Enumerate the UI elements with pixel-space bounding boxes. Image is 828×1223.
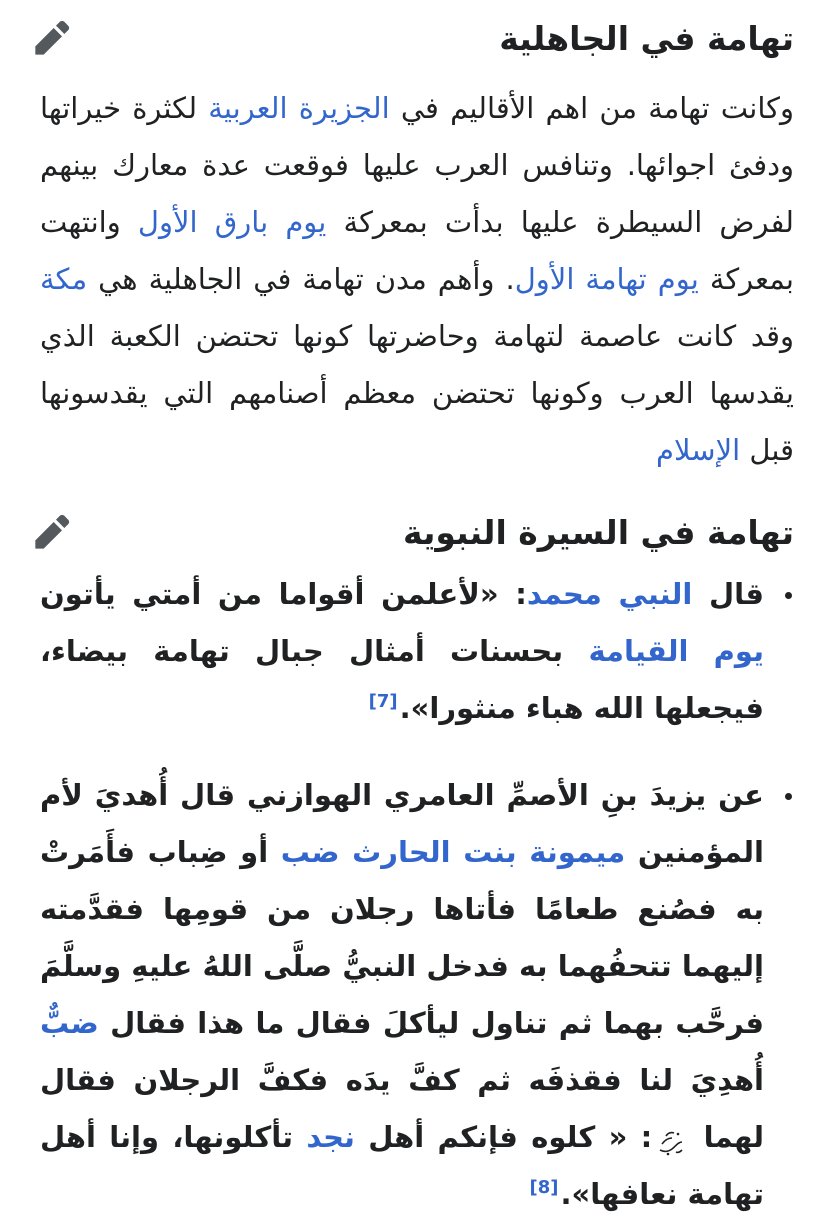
text-run: : «لأعلمن أقواما من أمتي يأتون — [40, 577, 527, 611]
text-run: أو ضِباب فأَمَرتْ به فصُنع طعامًا فأتاها رجلان من قومِها فقدَّمته إليهما تتحفُهما به فدخل النبيُّ صلَّى اللهُ عليهِ وسلَّمَ فرحَّب بهما ثم تناول ليأكلَ فقال ما هذا فقال — [40, 835, 764, 1040]
link-prophet-muhammad[interactable]: النبي محمد — [526, 577, 693, 611]
link-arabian-peninsula[interactable]: الجزيرة العربية — [208, 91, 390, 125]
section-heading: تهامة في السيرة النبوية — [403, 512, 794, 552]
text-run: تأكلونها، وإنا أهل تهامة نعافها». — [40, 1120, 764, 1211]
list-item — [40, 566, 794, 737]
link-mecca[interactable]: مكة — [40, 262, 88, 296]
text-run: بحسنات أمثال جبال تهامة بيضاء، فيجعلها الله هباء منثورا». — [40, 634, 764, 725]
section-sira — [0, 502, 828, 1223]
salawat-icon — [654, 1122, 688, 1156]
text-run — [340, 835, 353, 869]
section-heading: تهامة في الجاهلية — [499, 18, 794, 58]
link-dabb[interactable]: ضب — [280, 835, 340, 869]
quotes-list — [0, 566, 828, 1223]
text-run: وانتهت بمعركة — [40, 205, 795, 296]
text-run: : « كلوه فإنكم أهل — [354, 1120, 653, 1154]
edit-pencil-icon[interactable] — [30, 16, 74, 60]
section-heading-row — [0, 8, 828, 68]
text-run: قال — [692, 577, 765, 611]
list-item — [40, 767, 794, 1223]
paragraph-jahiliyya — [0, 80, 828, 479]
link-maymuna[interactable]: ميمونة بنت الحارث — [352, 835, 626, 869]
link-day-of-judgment[interactable]: يوم القيامة — [588, 634, 764, 668]
link-islam[interactable]: الإسلام — [656, 433, 741, 467]
citation-ref[interactable]: [8] — [529, 1177, 559, 1199]
citation-ref[interactable]: [7] — [368, 691, 398, 713]
section-heading-row — [0, 502, 828, 562]
link-battle-tihama[interactable]: يوم تهامة الأول — [514, 262, 699, 296]
text-run: . وأهم مدن تهامة في الجاهلية هي — [87, 262, 515, 296]
text-run: وكانت تهامة من اهم الأقاليم في — [389, 91, 794, 125]
link-dabb-2[interactable]: ضبٌّ — [40, 1006, 99, 1040]
text-run: لكثرة خيراتها ودفئ اجوائها. وتنافس العرب عليها فوقعت عدة معارك بينهم لفرض السيطرة عليها بدأت بمعركة — [40, 91, 794, 239]
section-jahiliyya — [0, 8, 828, 479]
link-battle-bariq[interactable]: يوم بارق الأول — [137, 205, 327, 239]
link-najd[interactable]: نجد — [306, 1120, 355, 1154]
text-run: عن يزيدَ بنِ الأصمِّ العامري الهوازني قال أُهديَ لأم المؤمنين — [40, 778, 764, 869]
text-run: أُهدِيَ لنا فقذفَه ثم كفَّ يدَه فكفَّ الرجلان فقال لهما — [40, 1063, 764, 1154]
text-run: وقد كانت عاصمة لتهامة وحاضرتها كونها تحتضن الكعبة الذي يقدسها العرب وكونها تحتضن معظم أصنامهم التي يقدسونها قبل — [40, 319, 794, 467]
edit-pencil-icon[interactable] — [30, 510, 74, 554]
